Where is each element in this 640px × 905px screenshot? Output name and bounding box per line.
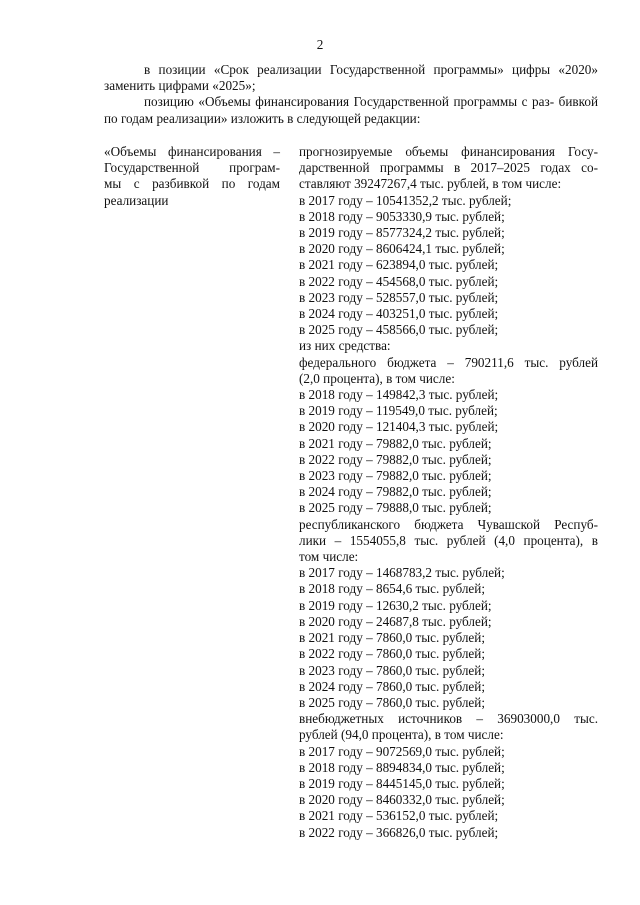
summary-line: дарственной программы в 2017–2025 годах со- <box>299 160 598 176</box>
federal-year-line: в 2018 году – 149842,3 тыс. рублей; <box>299 387 499 403</box>
intro-line: заменить цифрами «2025»; <box>104 78 256 94</box>
republican-year-line: в 2022 году – 7860,0 тыс. рублей; <box>299 646 485 662</box>
label-line: Государственной програм- <box>104 160 280 176</box>
republican-heading-line: республиканского бюджета Чувашской Респуб- <box>299 516 598 532</box>
federal-year-line: в 2024 году – 79882,0 тыс. рублей; <box>299 484 492 500</box>
republican-heading-line: лики – 1554055,8 тыс. рублей (4,0 процента), в <box>299 532 598 548</box>
federal-year-line: в 2021 году – 79882,0 тыс. рублей; <box>299 435 492 451</box>
total-year-line: в 2021 году – 623894,0 тыс. рублей; <box>299 257 499 273</box>
republican-heading-line: том числе: <box>299 549 359 565</box>
total-year-line: в 2018 году – 9053330,9 тыс. рублей; <box>299 208 505 224</box>
total-year-line: в 2025 году – 458566,0 тыс. рублей; <box>299 322 499 338</box>
extrabudgetary-year-line: в 2019 году – 8445145,0 тыс. рублей; <box>299 775 505 791</box>
republican-year-line: в 2024 году – 7860,0 тыс. рублей; <box>299 678 485 694</box>
extrabudgetary-heading-line: внебюджетных источников – 36903000,0 тыс. <box>299 711 598 727</box>
federal-year-line: в 2019 году – 119549,0 тыс. рублей; <box>299 403 498 419</box>
total-year-line: в 2017 году – 10541352,2 тыс. рублей; <box>299 192 512 208</box>
label-line: мы с разбивкой по годам <box>104 176 280 192</box>
federal-year-line: в 2020 году – 121404,3 тыс. рублей; <box>299 419 499 435</box>
federal-year-line: в 2023 году – 79882,0 тыс. рублей; <box>299 468 492 484</box>
summary-line: прогнозируемые объемы финансирования Госу- <box>299 144 598 159</box>
label-line: «Объемы финансирования – <box>104 144 280 159</box>
financing-details <box>299 144 598 841</box>
republican-year-line: в 2019 году – 12630,2 тыс. рублей; <box>299 597 492 613</box>
intro-line: в позиции «Срок реализации Государственной программы» цифры «2020» <box>144 62 598 77</box>
extrabudgetary-year-line: в 2020 году – 8460332,0 тыс. рублей; <box>299 792 505 808</box>
total-year-line: в 2020 году – 8606424,1 тыс. рублей; <box>299 241 505 257</box>
republican-year-line: в 2023 году – 7860,0 тыс. рублей; <box>299 662 485 678</box>
republican-year-line: в 2025 году – 7860,0 тыс. рублей; <box>299 694 485 710</box>
extrabudgetary-year-line: в 2017 году – 9072569,0 тыс. рублей; <box>299 743 505 759</box>
extrabudgetary-year-line: в 2022 году – 366826,0 тыс. рублей; <box>299 824 499 840</box>
federal-year-line: в 2025 году – 79888,0 тыс. рублей; <box>299 500 492 516</box>
extrabudgetary-year-line: в 2021 году – 536152,0 тыс. рублей; <box>299 808 499 824</box>
republican-year-line: в 2018 году – 8654,6 тыс. рублей; <box>299 581 485 597</box>
page-number: 2 <box>316 37 324 52</box>
extrabudgetary-heading-line: рублей (94,0 процента), в том числе: <box>299 727 504 743</box>
republican-year-line: в 2017 году – 1468783,2 тыс. рублей; <box>299 565 505 581</box>
intro-paragraph-financing <box>104 94 598 126</box>
intro-line: позицию «Объемы финансирования Государственной программы с раз- <box>144 94 555 110</box>
sources-intro: из них средства: <box>299 338 391 354</box>
label-line: реализации <box>104 192 169 208</box>
federal-heading-line: федерального бюджета – 790211,6 тыс. рублей <box>299 354 598 370</box>
federal-year-line: в 2022 году – 79882,0 тыс. рублей; <box>299 451 492 467</box>
total-year-line: в 2023 году – 528557,0 тыс. рублей; <box>299 289 499 305</box>
intro-paragraph-term <box>104 62 598 94</box>
republican-year-line: в 2021 году – 7860,0 тыс. рублей; <box>299 630 485 646</box>
federal-heading-line: (2,0 процента), в том числе: <box>299 370 455 386</box>
total-year-line: в 2019 году – 8577324,2 тыс. рублей; <box>299 225 505 241</box>
extrabudgetary-year-line: в 2018 году – 8894834,0 тыс. рублей; <box>299 759 505 775</box>
total-year-line: в 2024 году – 403251,0 тыс. рублей; <box>299 306 499 322</box>
intro-line: бивкой по годам реализации» изложить в следующей редакции: <box>104 94 599 126</box>
position-label <box>104 144 280 209</box>
summary-line: ставляют 39247267,4 тыс. рублей, в том числе: <box>299 176 562 192</box>
republican-year-line: в 2020 году – 24687,8 тыс. рублей; <box>299 613 492 629</box>
total-year-line: в 2022 году – 454568,0 тыс. рублей; <box>299 273 499 289</box>
intro-text <box>104 62 598 127</box>
